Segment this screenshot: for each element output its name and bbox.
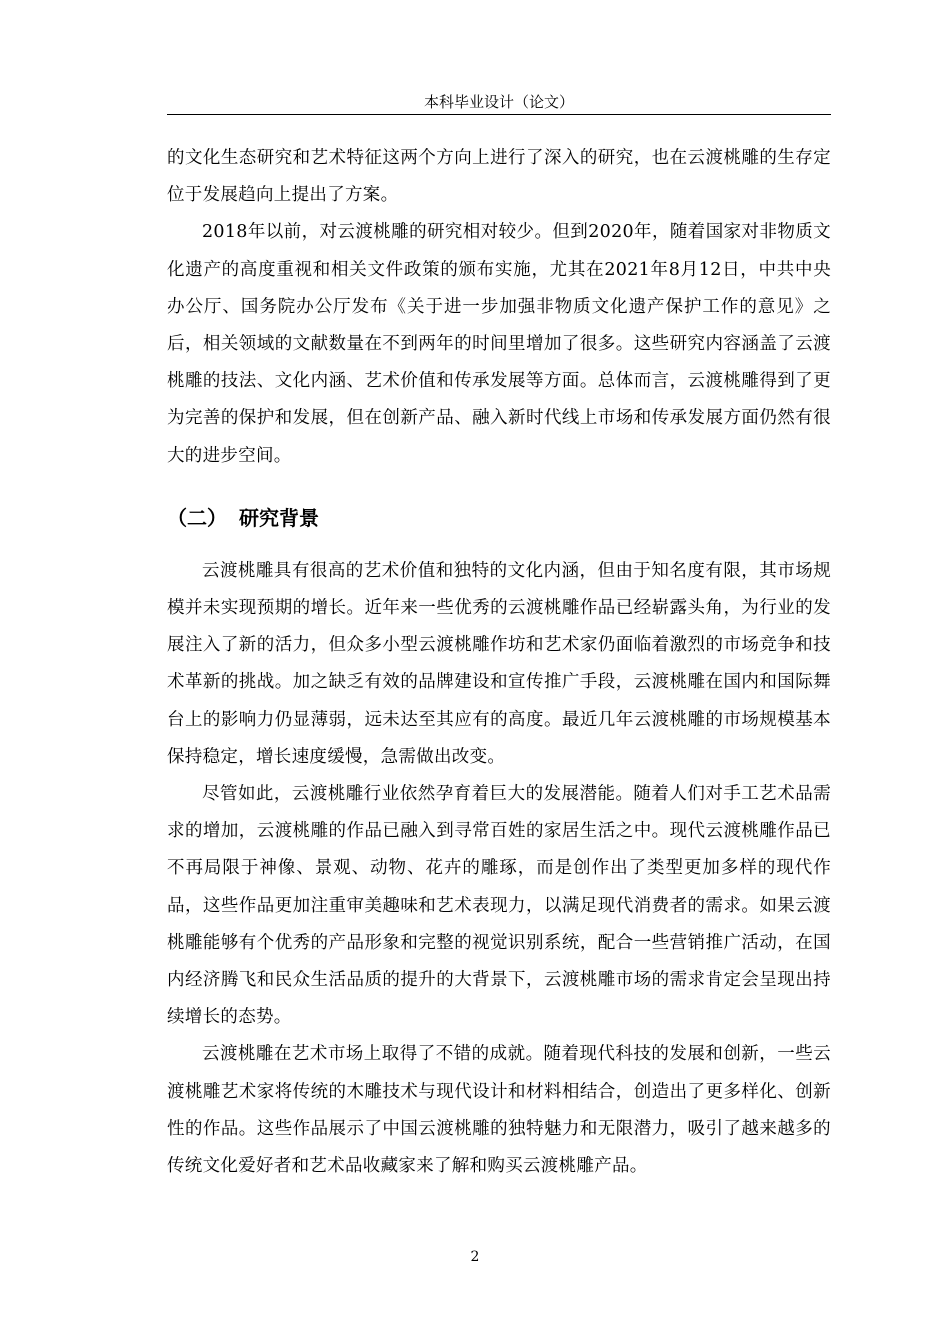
paragraph-development-potential: 尽管如此，云渡桃雕行业依然孕育着巨大的发展潜能。随着人们对手工艺术品需求的增加，云渡桃雕的作品已融入到寻常百姓的家居生活之中。现代云渡桃雕作品已不再局限于神像、景观、动物、花卉的雕琢，而是创作出了类型更加多样的现代作品，这些作品更加注重审美趣味和艺术表现力，以满足现代消费者的需求。如果云渡桃雕能够有个优秀的产品形象和完整的视觉识别系统，配合一些营销推广活动，在国内经济腾飞和民众生活品质的提升的大背景下，云渡桃雕市场的需求肯定会呈现出持续增长的态势。 [167,784,831,1028]
paragraph-market-status: 云渡桃雕具有很高的艺术价值和独特的文化内涵，但由于知名度有限，其市场规模并未实现预期的增长。近年来一些优秀的云渡桃雕作品已经崭露头角，为行业的发展注入了新的活力，但众多小型云渡桃雕作坊和艺术家仍面临着激烈的市场竞争和技术革新的挑战。加之缺乏有效的品牌建设和宣传推广手段，云渡桃雕在国内和国际舞台上的影响力仍显薄弱，远未达至其应有的高度。最近几年云渡桃雕的市场规模基本保持稳定，增长速度缓慢，急需做出改变。 [167,560,831,767]
paragraph-art-market: 云渡桃雕在艺术市场上取得了不错的成就。随着现代科技的发展和创新，一些云渡桃雕艺术家将传统的木雕技术与现代设计和材料相结合，创造出了更多样化、创新性的作品。这些作品展示了中国云渡桃雕的独特魅力和无限潜力，吸引了越来越多的传统文化爱好者和艺术品收藏家来了解和购买云渡桃雕产品。 [167,1044,831,1177]
section-title: 研究背景 [239,505,319,530]
page-header: 本科毕业设计（论文） [423,93,574,111]
page-number: 2 [470,1249,480,1265]
section-heading [167,503,831,533]
section-number: （二） [167,505,227,530]
header-divider [167,114,831,115]
document-body [167,140,831,1185]
paragraph-research-status: 2018年以前，对云渡桃雕的研究相对较少。但到2020年，随着国家对非物质文化遗产的高度重视和相关文件政策的颁布实施，尤其在2021年8月12日，中共中央办公厅、国务院办公厅发布《关于进一步加强非物质文化遗产保护工作的意见》之后，相关领域的文献数量在不到两年的时间里增加了很多。这些研究内容涵盖了云渡桃雕的技法、文化内涵、艺术价值和传承发展等方面。总体而言，云渡桃雕得到了更为完善的保护和发展，但在创新产品、融入新时代线上市场和传承发展方面仍然有很大的进步空间。 [167,222,831,466]
paragraph-continuation: 的文化生态研究和艺术特征这两个方向上进行了深入的研究，也在云渡桃雕的生存定位于发展趋向上提出了方案。 [167,148,831,206]
